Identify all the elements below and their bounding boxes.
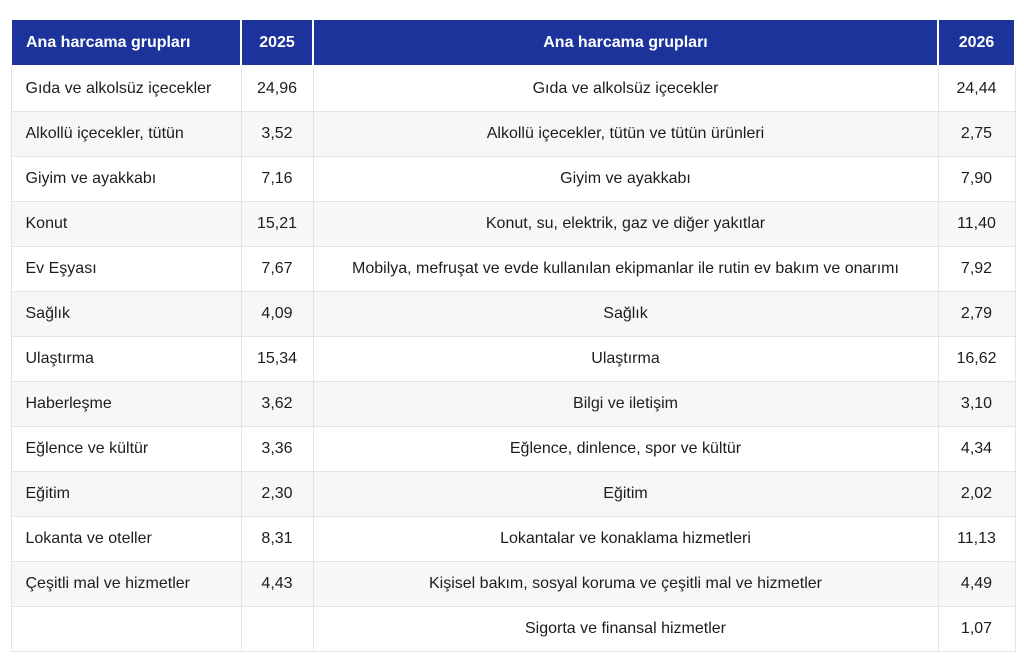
header-groups-2026: Ana harcama grupları [313,20,938,66]
category-2026-cell: Sağlık [313,291,938,336]
weight-2026-cell: 4,34 [938,426,1015,471]
table-row [11,516,1015,561]
category-2026-cell: Konut, su, elektrik, gaz ve diğer yakıtlar [313,201,938,246]
table-row [11,66,1015,111]
table-row [11,336,1015,381]
expenditure-weights-table [10,20,1016,652]
weight-2025-cell: 15,34 [241,336,313,381]
category-2026-cell: Lokantalar ve konaklama hizmetleri [313,516,938,561]
weight-2025-cell: 15,21 [241,201,313,246]
weight-2026-cell: 2,75 [938,111,1015,156]
table-row [11,246,1015,291]
category-2025-cell: Çeşitli mal ve hizmetler [11,561,241,606]
weight-2025-cell: 3,52 [241,111,313,156]
weight-2025-cell: 3,36 [241,426,313,471]
table-row [11,201,1015,246]
weight-2025-cell: 4,43 [241,561,313,606]
table-row [11,291,1015,336]
category-2025-cell: Konut [11,201,241,246]
category-2026-cell: Mobilya, mefruşat ve evde kullanılan ekipmanlar ile rutin ev bakım ve onarımı [313,246,938,291]
weight-2026-cell: 7,92 [938,246,1015,291]
category-2025-cell: Alkollü içecekler, tütün [11,111,241,156]
header-groups-2025: Ana harcama grupları [11,20,241,66]
category-2025-cell: Lokanta ve oteller [11,516,241,561]
category-2026-cell: Giyim ve ayakkabı [313,156,938,201]
weight-2025-cell [241,606,313,651]
weight-2025-cell: 8,31 [241,516,313,561]
category-2026-cell: Ulaştırma [313,336,938,381]
category-2025-cell: Sağlık [11,291,241,336]
table-row [11,156,1015,201]
category-2026-cell: Kişisel bakım, sosyal koruma ve çeşitli mal ve hizmetler [313,561,938,606]
category-2025-cell [11,606,241,651]
category-2026-cell: Gıda ve alkolsüz içecekler [313,66,938,111]
table-row [11,426,1015,471]
category-2025-cell: Gıda ve alkolsüz içecekler [11,66,241,111]
table-row [11,111,1015,156]
table-body [11,66,1015,651]
header-year-2025: 2025 [241,20,313,66]
category-2026-cell: Eğlence, dinlence, spor ve kültür [313,426,938,471]
weight-2026-cell: 3,10 [938,381,1015,426]
category-2025-cell: Ulaştırma [11,336,241,381]
weight-2025-cell: 7,67 [241,246,313,291]
weight-2025-cell: 4,09 [241,291,313,336]
category-2025-cell: Haberleşme [11,381,241,426]
weight-2026-cell: 2,79 [938,291,1015,336]
header-row [11,20,1015,66]
weight-2025-cell: 24,96 [241,66,313,111]
weight-2026-cell: 2,02 [938,471,1015,516]
weight-2026-cell: 11,13 [938,516,1015,561]
category-2025-cell: Giyim ve ayakkabı [11,156,241,201]
weight-2026-cell: 7,90 [938,156,1015,201]
category-2026-cell: Eğitim [313,471,938,516]
weight-2026-cell: 11,40 [938,201,1015,246]
header-year-2026: 2026 [938,20,1015,66]
weight-2025-cell: 3,62 [241,381,313,426]
table-row [11,606,1015,651]
category-2025-cell: Eğlence ve kültür [11,426,241,471]
category-2026-cell: Alkollü içecekler, tütün ve tütün ürünleri [313,111,938,156]
category-2025-cell: Ev Eşyası [11,246,241,291]
weight-2025-cell: 2,30 [241,471,313,516]
category-2026-cell: Bilgi ve iletişim [313,381,938,426]
category-2025-cell: Eğitim [11,471,241,516]
weight-2026-cell: 1,07 [938,606,1015,651]
table-row [11,471,1015,516]
weight-2026-cell: 16,62 [938,336,1015,381]
category-2026-cell: Sigorta ve finansal hizmetler [313,606,938,651]
weight-2026-cell: 4,49 [938,561,1015,606]
weight-2025-cell: 7,16 [241,156,313,201]
table-row [11,381,1015,426]
table-row [11,561,1015,606]
weight-2026-cell: 24,44 [938,66,1015,111]
